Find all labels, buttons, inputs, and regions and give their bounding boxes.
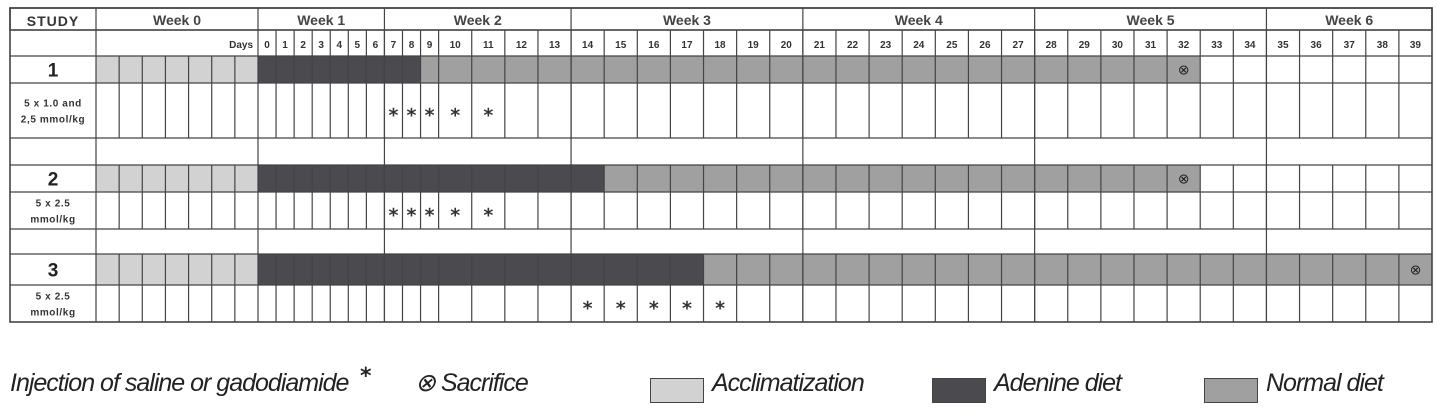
day-number-22: 22 bbox=[846, 40, 859, 51]
day-number-19: 19 bbox=[747, 40, 759, 51]
day-number-8: 8 bbox=[408, 40, 415, 51]
day-number-21: 21 bbox=[813, 40, 825, 51]
day-number-0: 0 bbox=[264, 40, 270, 51]
normal-diet-bar-study-3 bbox=[704, 254, 1399, 285]
acclimatization-cell bbox=[189, 254, 212, 285]
study-number-3: 3 bbox=[47, 260, 59, 282]
day-number-24: 24 bbox=[913, 40, 925, 51]
acclimatization-cell bbox=[212, 165, 235, 192]
dose-text-study-3: 5 x 2.5 bbox=[35, 291, 71, 303]
study-number-2: 2 bbox=[47, 169, 59, 191]
day-number-28: 28 bbox=[1045, 40, 1057, 51]
day-number-6: 6 bbox=[372, 40, 379, 51]
day-number-25: 25 bbox=[946, 40, 958, 51]
normal-diet-bar-study-2 bbox=[604, 165, 1167, 192]
day-number-9: 9 bbox=[426, 40, 433, 51]
dose-text-study-1: 2,5 mmol/kg bbox=[20, 114, 86, 126]
day-number-1: 1 bbox=[282, 40, 288, 51]
day-number-4: 4 bbox=[336, 40, 343, 51]
acclimatization-cell bbox=[96, 254, 119, 285]
acclimatization-cell bbox=[119, 56, 142, 83]
normal-diet-bar-study-1 bbox=[421, 56, 1168, 83]
adenine-diet-bar-study-1 bbox=[258, 56, 421, 83]
adenine-diet-swatch bbox=[932, 378, 986, 403]
day-number-13: 13 bbox=[548, 40, 561, 51]
day-number-31: 31 bbox=[1144, 40, 1157, 51]
acclimatization-cell bbox=[142, 165, 165, 192]
normal-diet-swatch bbox=[1204, 378, 1258, 403]
acclimatization-cell bbox=[235, 254, 258, 285]
injection-star-day-11-study-2: * bbox=[483, 204, 494, 227]
day-number-32: 32 bbox=[1178, 40, 1190, 51]
acclimatization-cell bbox=[212, 254, 235, 285]
day-number-18: 18 bbox=[714, 40, 726, 51]
day-number-14: 14 bbox=[582, 40, 594, 51]
legend-normal-label: Normal diet bbox=[1266, 369, 1383, 397]
week-header-1: Week 1 bbox=[297, 12, 346, 28]
day-number-12: 12 bbox=[515, 40, 527, 51]
day-number-34: 34 bbox=[1244, 40, 1256, 51]
day-number-17: 17 bbox=[681, 40, 693, 51]
legend bbox=[0, 362, 1437, 411]
day-number-16: 16 bbox=[648, 40, 660, 51]
legend-acclimatization-label: Acclimatization bbox=[712, 369, 864, 397]
day-number-3: 3 bbox=[318, 40, 324, 51]
day-number-10: 10 bbox=[449, 40, 461, 51]
day-number-15: 15 bbox=[615, 40, 627, 51]
week-header-2: Week 2 bbox=[453, 12, 502, 28]
injection-star-icon: * bbox=[360, 364, 372, 389]
acclimatization-cell bbox=[119, 254, 142, 285]
adenine-diet-bar-study-2 bbox=[258, 165, 604, 192]
acclimatization-cell bbox=[96, 165, 119, 192]
acclimatization-cell bbox=[189, 56, 212, 83]
week-header-5: Week 5 bbox=[1126, 12, 1175, 28]
injection-star-day-9-study-2: * bbox=[424, 204, 435, 227]
adenine-diet-bar-study-3 bbox=[258, 254, 704, 285]
day-number-11: 11 bbox=[482, 40, 494, 51]
acclimatization-cell bbox=[165, 254, 188, 285]
day-number-30: 30 bbox=[1111, 40, 1123, 51]
week-header-0: Week 0 bbox=[153, 12, 201, 28]
injection-star-day-10-study-1: * bbox=[450, 104, 461, 127]
header-row bbox=[10, 8, 1432, 30]
sacrifice-icon-study-2: ⊗ bbox=[1177, 171, 1190, 188]
study-column-header: STUDY bbox=[26, 13, 80, 29]
dose-text-study-2: 5 x 2.5 bbox=[35, 198, 71, 210]
day-number-29: 29 bbox=[1078, 40, 1090, 51]
day-number-2: 2 bbox=[300, 40, 306, 51]
injection-star-day-9-study-1: * bbox=[424, 104, 435, 127]
acclimatization-cell bbox=[235, 56, 258, 83]
acclimatization-cell bbox=[142, 254, 165, 285]
acclimatization-cell bbox=[142, 56, 165, 83]
injection-star-day-17-study-3: * bbox=[681, 297, 692, 320]
injection-star-day-8-study-2: * bbox=[406, 204, 417, 227]
injection-star-day-18-study-3: * bbox=[715, 297, 726, 320]
legend-sacrifice-label: ⊗ Sacrifice bbox=[415, 369, 528, 397]
day-number-27: 27 bbox=[1012, 40, 1024, 51]
injection-star-day-7-study-1: * bbox=[388, 104, 399, 127]
injection-star-day-14-study-3: * bbox=[582, 297, 593, 320]
acclimatization-cell bbox=[119, 165, 142, 192]
sacrifice-icon-study-3: ⊗ bbox=[1409, 262, 1422, 279]
acclimatization-cell bbox=[165, 165, 188, 192]
week-header-6: Week 6 bbox=[1325, 12, 1374, 28]
day-number-20: 20 bbox=[780, 40, 792, 51]
legend-injection-label: Injection of saline or gadodiamide bbox=[10, 369, 349, 397]
day-number-23: 23 bbox=[880, 40, 892, 51]
dose-text-study-1: 5 x 1.0 and bbox=[24, 98, 82, 110]
injection-star-day-7-study-2: * bbox=[388, 204, 399, 227]
injection-star-day-10-study-2: * bbox=[450, 204, 461, 227]
week-header-4: Week 4 bbox=[894, 12, 943, 28]
injection-star-day-16-study-3: * bbox=[648, 297, 659, 320]
acclimatization-cell bbox=[235, 165, 258, 192]
acclimatization-cell bbox=[165, 56, 188, 83]
sacrifice-icon-study-1: ⊗ bbox=[1177, 62, 1190, 79]
injection-star-day-8-study-1: * bbox=[406, 104, 417, 127]
day-number-36: 36 bbox=[1310, 40, 1322, 51]
dose-text-study-2: mmol/kg bbox=[30, 214, 76, 226]
days-label: Days bbox=[229, 40, 253, 51]
day-number-37: 37 bbox=[1343, 40, 1355, 51]
day-number-38: 38 bbox=[1376, 40, 1388, 51]
day-number-39: 39 bbox=[1409, 40, 1422, 51]
injection-star-day-15-study-3: * bbox=[615, 297, 626, 320]
study-number-1: 1 bbox=[47, 60, 59, 82]
injection-star-day-11-study-1: * bbox=[483, 104, 494, 127]
acclimatization-swatch bbox=[650, 378, 704, 403]
legend-adenine-label: Adenine diet bbox=[994, 369, 1122, 397]
day-number-26: 26 bbox=[979, 40, 991, 51]
acclimatization-cell bbox=[212, 56, 235, 83]
day-number-35: 35 bbox=[1277, 40, 1289, 51]
dose-text-study-3: mmol/kg bbox=[30, 307, 76, 319]
day-number-33: 33 bbox=[1211, 40, 1223, 51]
day-number-7: 7 bbox=[390, 40, 397, 51]
acclimatization-cell bbox=[189, 165, 212, 192]
acclimatization-cell bbox=[96, 56, 119, 83]
day-number-5: 5 bbox=[354, 40, 361, 51]
week-header-3: Week 3 bbox=[662, 12, 711, 28]
